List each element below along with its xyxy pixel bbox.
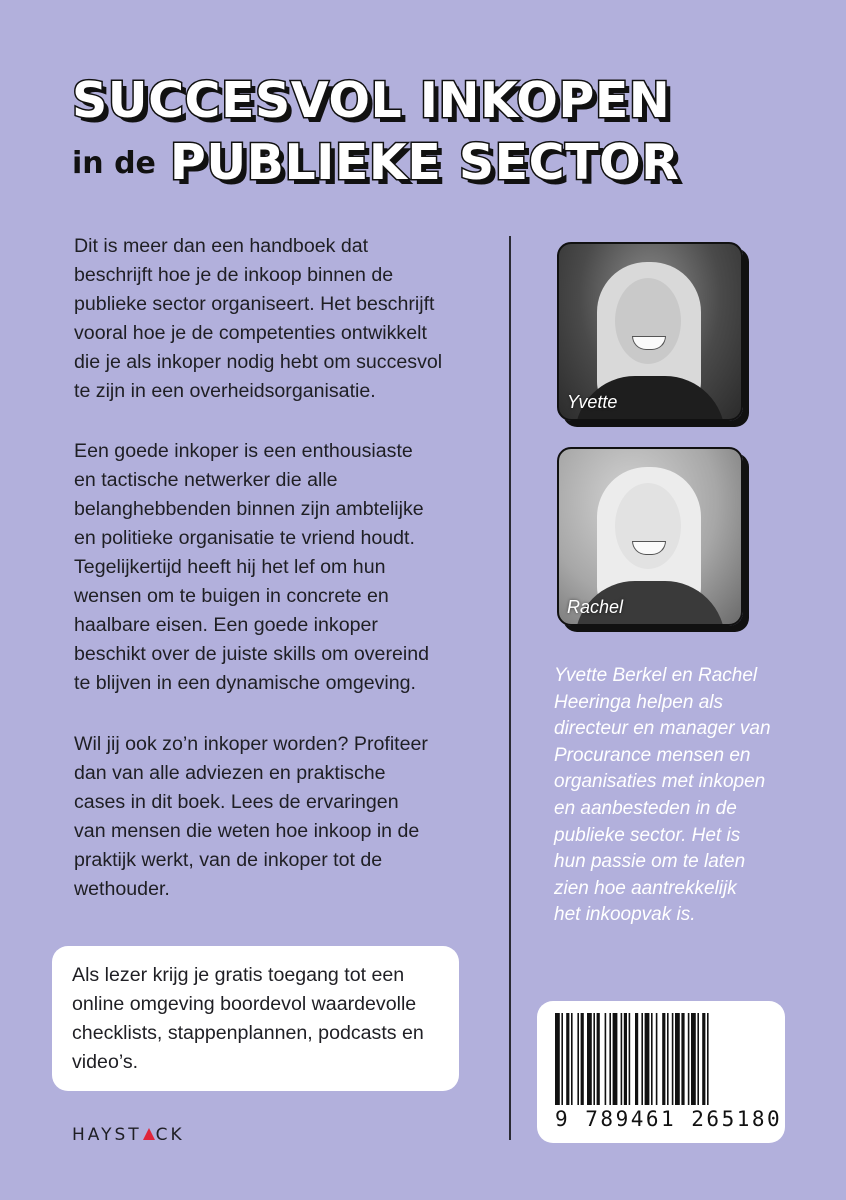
title-secondary-text: PUBLIEKE SECTOR — [169, 134, 680, 191]
title-prefix: in de — [72, 146, 156, 181]
isbn-barcode-box — [537, 1001, 785, 1143]
author-photo-rachel — [557, 447, 743, 626]
description-paragraph-3: Wil jij ook zo’n inkoper worden? Profiteer dan van alle adviezen en praktische cases in dit boek. Lees de ervaringen van mensen die weten hoe inkoop in de praktijk werkt, van de inkoper tot de wethouder. — [74, 733, 428, 900]
triangle-icon — [143, 1128, 155, 1140]
online-access-box: Als lezer krijg je gratis toegang tot een online omgeving boordevol waardevolle checklists, stappenplannen, podcasts en video’s. — [52, 946, 459, 1091]
column-divider — [509, 236, 511, 1140]
author-bio: Yvette Berkel en Rachel Heeringa helpen als directeur en manager van Procurance mensen en organisaties met inkopen en aanbesteden in de publieke sector. Het is hun passie om te laten zien hoe aantrekkelijk het inkoopvak is. — [554, 665, 771, 926]
author-photo-yvette — [557, 242, 743, 421]
description-paragraph-1: Dit is meer dan een handboek dat beschrijft hoe je de inkoop binnen de publieke sector organiseert. Het beschrijft vooral hoe je de competenties ontwikkelt die je als inkoper nodig hebt om succesvol te zijn in een overheidsorganisatie. — [74, 235, 443, 402]
author-caption: Yvette — [567, 392, 618, 412]
author-caption: Rachel — [567, 597, 624, 617]
barcode-icon — [555, 1013, 769, 1105]
book-title-line-2 — [72, 134, 679, 191]
publisher-logo: HAYST CK — [72, 1125, 185, 1145]
isbn-digits: 9 789461 265180 — [555, 1107, 783, 1131]
description-paragraph-2: Een goede inkoper is een enthousiaste en tactische netwerker die alle belanghebbenden binnen zijn ambtelijke en politieke organisatie te vriend houdt. Tegelijkertijd heeft hij het lef om hun wensen om te buigen in concrete en haalbare eisen. Een goede inkoper beschikt over de juiste skills om overeind te blijven in een dynamische omgeving. — [74, 440, 430, 694]
book-title-line-1 — [72, 72, 670, 129]
title-main-text: SUCCESVOL INKOPEN — [72, 72, 671, 129]
